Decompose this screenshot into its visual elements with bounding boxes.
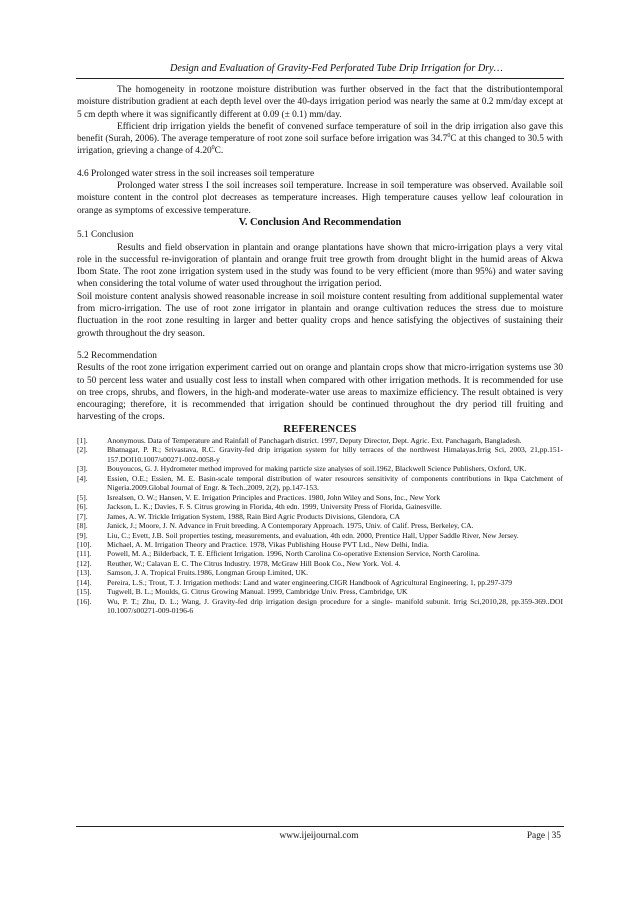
reference-item (77, 512, 563, 521)
reference-number: [16]. (77, 596, 92, 606)
reference-item (77, 464, 563, 473)
reference-number: [1]. (77, 436, 88, 446)
subsection-title-4-6: 4.6 Prolonged water stress in the soil increases soil temperature (77, 168, 315, 179)
reference-number: [15]. (77, 587, 92, 597)
reference-item (77, 531, 563, 540)
body-text (77, 84, 563, 616)
reference-text: Powell, M. A.; Bilderback, T. E. Efficient Irrigation. 1996, North Carolina Co-operative Extension Service, North Carolina. (107, 549, 480, 559)
reference-item (77, 597, 563, 616)
footer-url[interactable]: www.ijeijournal.com (279, 831, 359, 841)
reference-item (77, 474, 563, 493)
reference-number: [13]. (77, 568, 92, 578)
reference-item (77, 502, 563, 511)
references-list (77, 436, 563, 616)
reference-text: Essien, O.E.; Essien, M. E. Basin-scale temporal distribution of water resources sensitivity of components contributions in Ikpa Catchment of Nigeria.2009.Global Journal of Engr. & Tech.,2009, 2(2), pp.147-153. (107, 473, 563, 493)
reference-text: Bhatnagar, P. R.; Srivastava, R.C. Gravity-fed drip irrigation system for hilly terraces of the northwest Himalayas.Irrig Sci, 2003, 21,pp.151-157.DOI10.1007/s00271-002-0058-y (107, 445, 563, 464)
spacer (77, 340, 563, 350)
reference-number: [4]. (77, 473, 88, 483)
reference-item (77, 521, 563, 530)
reference-item (77, 568, 563, 577)
reference-text: Janick, J.; Moore, J. N. Advance in Fruit breeding. A Contemporary Approach. 1975, Univ. of Calif. Press, Berkeley, CA. (107, 521, 474, 531)
subsection-title-5-1: 5.1 Conclusion (77, 230, 134, 241)
paragraph-recommendation: Results of the root zone irrigation experiment carried out on orange and plantain crops show that micro-irrigation systems use 30 to 50 percent less water and usually cost less to install when compared with other irrigation methods. It is recommended for use on tree crops, shrubs, and flowers, in the high-and moderate-water use areas to maximize efficiency. The result obtained is very encouraging; therefore, it is recommended that irrigation should be continued throughout the dry period till fruiting and harvesting of the crops. (77, 363, 563, 423)
reference-number: [10]. (77, 540, 92, 549)
reference-item (77, 445, 563, 464)
section-title-conclusion: V. Conclusion And Recommendation (238, 216, 402, 228)
reference-text: Wu, P. T.; Zhu, D. L.; Wang, J. Gravity-fed drip irrigation design procedure for a single- manifold subunit. Irrig Sci,2010,28, pp.359-369..DOI 10.1007/s00271-009-0196-6 (107, 596, 563, 616)
reference-number: [6]. (77, 502, 88, 512)
reference-text: Reuther, W.; Calavan E. C. The Citrus Industry. 1978, McGraw Hill Book Co., New York. Vol. 4. (107, 558, 401, 568)
paragraph-efficient-drip-b: C at this changed to 30.5 with irrigation, grieving a change of 4.20 (77, 134, 563, 157)
reference-item (77, 549, 563, 558)
reference-item (77, 559, 563, 568)
page-number: Page | 35 (526, 831, 561, 841)
paragraph-conclusion-2: Soil moisture content analysis showed reasonable increase in soil moisture content resulting from additional supplemental water from micro-irrigation. The use of root zone irrigator in plantain and orange cultivation reduces the stress due to moisture fluctuation in the root zone resulting in larger and better quality crops and hence satisfying the objectives of sustaining their growth throughout the dry season. (77, 291, 563, 339)
reference-text: Jackson, L. K.; Davies, F. S. Citrus growing in Florida, 4th edn. 1999, University Press of Florida, Gainesville. (107, 502, 442, 512)
reference-item (77, 493, 563, 502)
reference-text: Tugwell, B. L.; Moulds, G. Citrus Growing Manual. 1999, Cambridge Univ. Press, Cambridge, UK (107, 587, 408, 597)
reference-number: [8]. (77, 521, 88, 531)
references-title: REFERENCES (283, 423, 357, 435)
reference-text: Liu, C.; Evett, J.B. Soil properties testing, measurements, and evaluation, 4th edn. 2000, Prentice Hall, Upper Saddle River, New Jersey. (107, 530, 519, 540)
reference-text: Michael, A. M. Irrigation Theory and Practice. 1978, Vikas Publishing House PVT Ltd., New Delhi, India. (107, 540, 429, 549)
reference-text: Pereira, L.S.; Trout, T. J. Irrigation methods: Land and water engineering.CIGR Handbook of Agricultural Engineering, 1, pp.297-379 (107, 577, 513, 587)
reference-item (77, 587, 563, 596)
reference-text: Anonymous. Data of Temperature and Rainfall of Panchagarh district. 1997, Deputy Director, Dept. Agric. Ext. Panchagarh, Bangladesh. (107, 436, 522, 446)
reference-number: [11]. (77, 549, 92, 559)
reference-number: [14]. (77, 577, 92, 587)
reference-text: Samson, J. A. Tropical Fruits.1986, Longman Group Limited, UK. (107, 568, 309, 578)
paragraph-water-stress: Prolonged water stress I the soil increases soil temperature. Increase in soil temperature was observed. Available soil moisture content in the control plot decreases as temperature increases. High temperature causes yellow leaf colouration in orange as symptoms of excessive temperature. (77, 181, 563, 216)
paragraph-homogeneity: The homogeneity in rootzone moisture distribution was further observed in the fact that the distributiontemporal moisture distribution gradient at each depth level over the 40-days irrigation period was nearly the same at 0.2 mm/day except at 5 cm depth where it was significantly different at 0.09 (± 0.1) mm/day. (77, 85, 563, 120)
reference-number: [3]. (77, 464, 88, 474)
reference-text: Isrealsen, O. W.; Hansen, V. E. Irrigation Principles and Practices. 1980, John Wiley and Sons, Inc., New York (107, 492, 441, 502)
header-rule (76, 78, 564, 79)
paragraph-efficient-drip (77, 121, 563, 158)
reference-number: [7]. (77, 511, 88, 521)
reference-number: [9]. (77, 530, 88, 540)
reference-number: [2]. (77, 445, 88, 455)
spacer (77, 158, 563, 168)
paragraph-efficient-drip-c: C. (214, 146, 224, 157)
footer-rule (76, 826, 564, 827)
paragraph-efficient-drip-a: Efficient drip irrigation yields the benefit of convened surface temperature of soil in the drip irrigation also gave this benefit (Surah, 2006). The average temperature of root zone soil surface before irrigation was 34.7 (77, 121, 563, 145)
subsection-title-5-2: 5.2 Recommendation (77, 350, 157, 361)
reference-number: [12]. (77, 558, 92, 568)
reference-number: [5]. (77, 492, 88, 502)
reference-item (77, 540, 563, 549)
reference-item (77, 578, 563, 587)
running-header: Design and Evaluation of Gravity-Fed Perforated Tube Drip Irrigation for Dry… (170, 63, 503, 74)
paragraph-conclusion-1: Results and field observation in plantain and orange plantations have shown that micro-irrigation plays a very vital role in the successful re-invigoration of plantain and orange fruit tree growth from drought blight in the humid areas of Akwa Ibom State. The root zone irrigation system used in the study was found to be very efficient (more than 95%) and water saving when considering the total volume of water used throughout the irrigation period. (77, 242, 563, 290)
reference-item (77, 436, 563, 445)
superscript-degree-2: 0 (211, 145, 215, 152)
reference-text: Bouyoucos, G. J. Hydrometer method improved for making particle size analyses of soil.1962, Blackwell Science Publishers, Oxford, UK. (107, 464, 527, 474)
superscript-degree-1: 0 (447, 133, 451, 140)
reference-text: James, A. W. Trickle Irrigation System, 1988, Rain Bird Agric Products Divisions, Glendora, CA (107, 511, 401, 521)
